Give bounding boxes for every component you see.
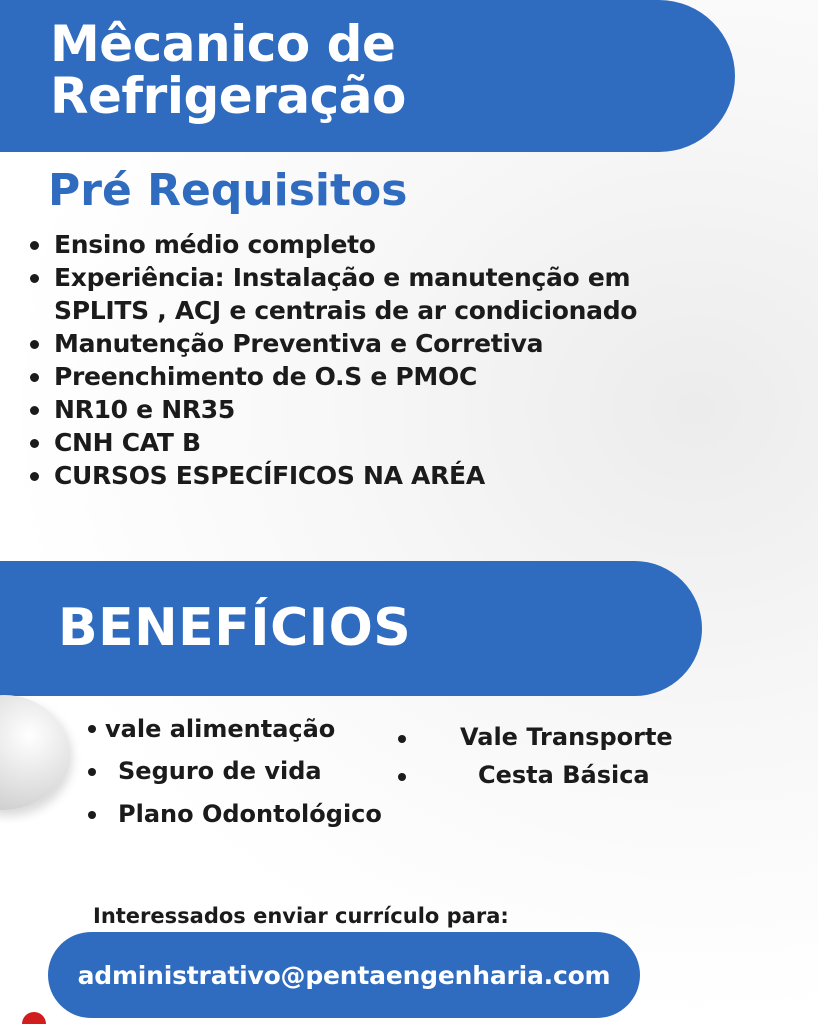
requirement-item: Manutenção Preventiva e Corretiva (28, 327, 728, 360)
bullet-icon (398, 735, 406, 743)
requirement-item: NR10 e NR35 (28, 393, 728, 426)
requirement-item: CNH CAT B (28, 426, 728, 459)
requirement-item: Preenchimento de O.S e PMOC (28, 360, 728, 393)
email-link[interactable]: administrativo@pentaengenharia.com (48, 932, 640, 1018)
bullet-icon (88, 811, 96, 819)
benefit-item: Plano Odontológico (118, 800, 382, 828)
requirement-item: Ensino médio completo (28, 228, 728, 261)
job-title-line-1: Mêcanico de (50, 15, 396, 73)
benefit-item: Cesta Básica (478, 761, 650, 789)
bullet-icon (88, 768, 96, 776)
requirement-item: CURSOS ESPECÍFICOS NA ARÉA (28, 459, 728, 492)
benefits-heading: BENEFÍCIOS (58, 598, 412, 658)
benefit-item: Seguro de vida (118, 757, 322, 785)
requirements-list (28, 228, 728, 492)
benefit-item: vale alimentação (105, 715, 336, 743)
bullet-icon (88, 725, 96, 733)
red-dot-icon (22, 1012, 46, 1024)
requirement-item: Experiência: Instalação e manutenção em SPLITS , ACJ e centrais de ar condicionado (28, 261, 688, 327)
requirements-heading: Pré Requisitos (48, 165, 408, 216)
job-title (50, 15, 610, 125)
decorative-sphere (0, 695, 68, 810)
job-title-line-2: Refrigeração (50, 67, 406, 125)
contact-label: Interessados enviar currículo para: (93, 904, 509, 928)
benefit-item: Vale Transporte (460, 723, 673, 751)
bullet-icon (398, 773, 406, 781)
